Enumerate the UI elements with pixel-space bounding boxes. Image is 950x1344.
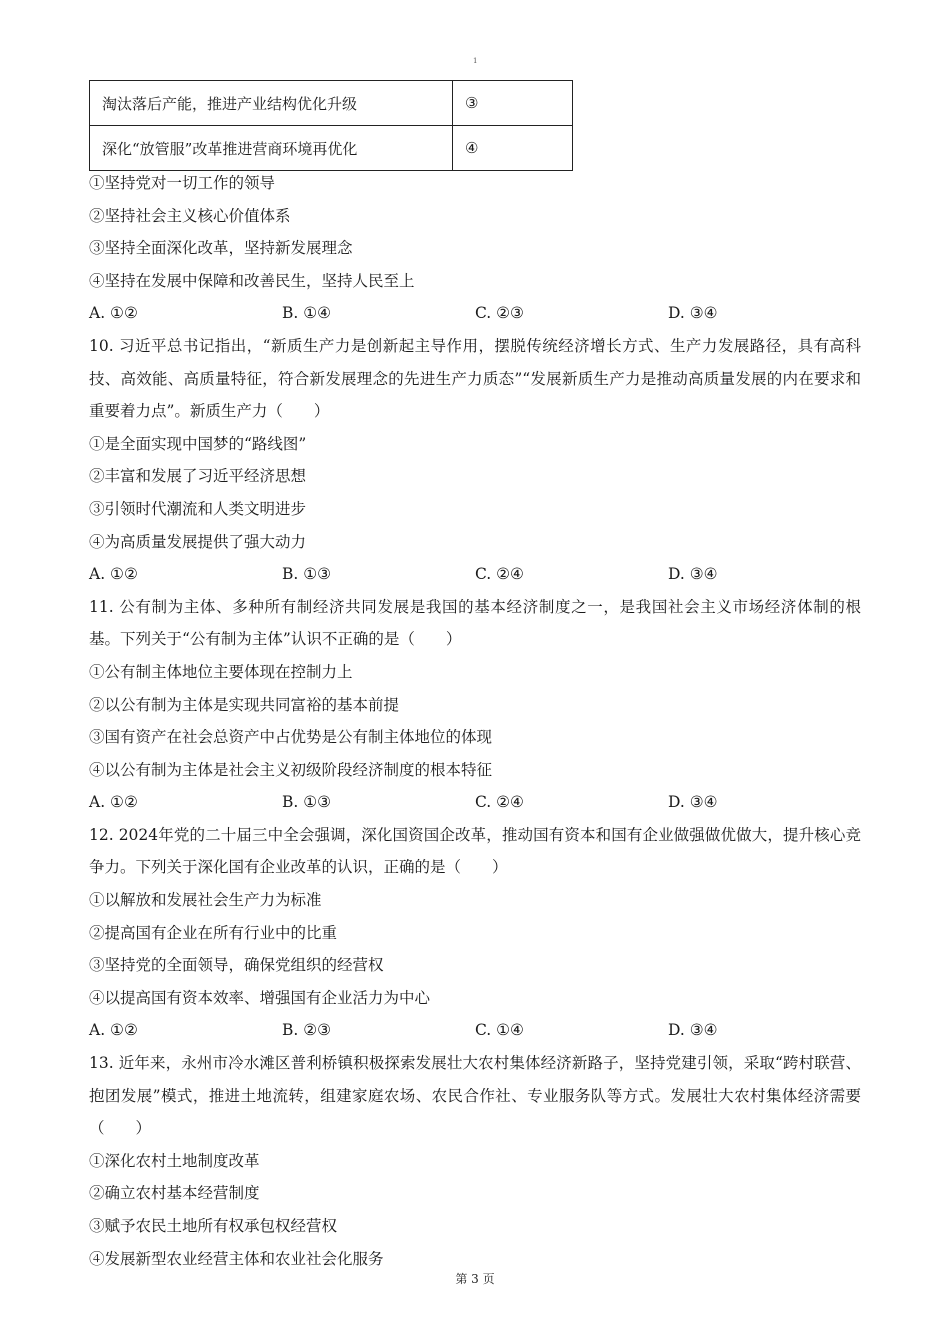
choice-b: B. ①③ [282,565,332,584]
table-cell-number: ③ [453,81,573,126]
q11-item-3: ③国有资产在社会总资产中占优势是公有制主体地位的体现 [89,728,493,747]
q12-stem: 12. 2024年党的二十届三中全会强调，深化国资国企改革，推动国有资本和国有企业做强做优做大，提升核心竞争力。下列关于深化国有企业改革的认识，正确的是（ ） [89,825,861,877]
choice-d: D. ③④ [668,1021,718,1040]
choice-d: D. ③④ [668,304,718,323]
table-cell-text: 深化“放管服”改革推进营商环境再优化 [90,126,453,171]
q10-item-3: ③引领时代潮流和人类文明进步 [89,499,307,518]
choice-d: D. ③④ [668,565,718,584]
q13-item-3: ③赋予农民土地所有权承包权经营权 [89,1217,338,1235]
q9-item-2: ②坚持社会主义核心价值体系 [89,206,291,225]
table-row [90,126,573,171]
table-cell-number: ④ [453,126,573,171]
q10-item-4: ④为高质量发展提供了强大动力 [89,532,307,551]
choice-b: B. ①③ [282,793,332,812]
q12-item-3: ③坚持党的全面领导，确保党组织的经营权 [89,956,384,975]
choice-a: A. ①② [89,304,138,323]
choice-c: C. ②③ [475,304,524,323]
choice-d: D. ③④ [668,793,718,812]
choice-a: A. ①② [89,1021,138,1040]
table-row [90,81,573,126]
q10-stem: 10. 习近平总书记指出，“新质生产力是创新起主导作用，摆脱传统经济增长方式、生产力发展路径，具有高科技、高效能、高质量特征，符合新发展理念的先进生产力质态”“发展新质生产力是推动高质量发展的内在要求和重要着力点”。新质生产力（ ） [89,336,861,421]
q10-item-1: ①是全面实现中国梦的“路线图” [89,434,307,453]
choice-b: B. ①④ [282,304,332,323]
q12-item-1: ①以解放和发展社会生产力为标准 [89,891,322,910]
table-cell-text: 淘汰落后产能，推进产业结构优化升级 [90,81,453,126]
q9-choices [89,297,861,330]
q11-stem: 11. 公有制为主体、多种所有制经济共同发展是我国的基本经济制度之一，是我国社会主义市场经济体制的根基。下列关于“公有制为主体”认识不正确的是（ ） [89,597,861,649]
page-footer: 第 3 页 [455,1272,495,1286]
q10-choices [89,558,861,591]
q13-item-4: ④发展新型农业经营主体和农业社会化服务 [89,1249,384,1268]
q12-choices [89,1014,861,1047]
q11-choices [89,786,861,819]
q13-item-1: ①深化农村土地制度改革 [89,1151,260,1170]
q13-item-2: ②确立农村基本经营制度 [89,1184,260,1203]
choice-a: A. ①② [89,565,138,584]
question-content [89,167,861,1275]
page-mark: 1 [473,57,478,65]
q9-item-4: ④坚持在发展中保障和改善民生，坚持人民至上 [89,271,415,290]
q13-stem: 13. 近年来，永州市冷水滩区普利桥镇积极探索发展壮大农村集体经济新路子，坚持党建引领，采取“跨村联营、抱团发展”模式，推进土地流转，组建家庭农场、农民合作社、专业服务队等方式。发展壮大农村集体经济需要（ ） [89,1054,861,1138]
q11-item-2: ②以公有制为主体是实现共同富裕的基本前提 [89,695,400,714]
q9-item-3: ③坚持全面深化改革，坚持新发展理念 [89,239,353,258]
choice-c: C. ②④ [475,565,524,584]
choice-c: C. ②④ [475,793,524,812]
choice-b: B. ②③ [282,1021,332,1040]
choice-c: C. ①④ [475,1021,524,1040]
q12-item-2: ②提高国有企业在所有行业中的比重 [89,923,338,942]
q10-item-2: ②丰富和发展了习近平经济思想 [89,467,307,486]
q9-item-1: ①坚持党对一切工作的领导 [89,174,276,192]
choice-a: A. ①② [89,793,138,812]
options-table [89,80,573,171]
q11-item-4: ④以公有制为主体是社会主义初级阶段经济制度的根本特征 [89,760,493,779]
q12-item-4: ④以提高国有资本效率、增强国有企业活力为中心 [89,988,431,1007]
q11-item-1: ①公有制主体地位主要体现在控制力上 [89,662,353,681]
